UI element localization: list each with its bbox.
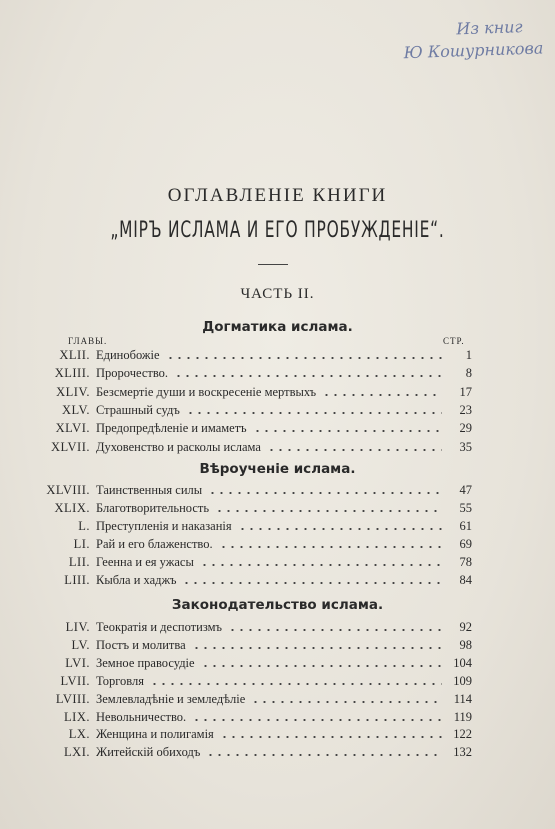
- chapter-title: Теократія и деспотизмъ: [96, 620, 222, 634]
- leader-dots: [150, 683, 442, 685]
- toc-entry: [0, 555, 555, 573]
- pages-column-label: СТР.: [443, 336, 465, 346]
- page-number: 1: [465, 348, 472, 362]
- title-divider: [258, 264, 288, 265]
- chapter-number: LI.: [73, 537, 90, 551]
- page-number: 35: [459, 439, 472, 454]
- toc-entry: [0, 483, 555, 501]
- toc-entry: [0, 638, 555, 656]
- leader-dots: [251, 701, 442, 703]
- chapter-title: Землевладѣніе и земледѣліе: [96, 691, 246, 706]
- chapter-number: XLIX.: [54, 501, 90, 515]
- page-number: 8: [465, 366, 472, 381]
- leader-dots: [166, 357, 442, 359]
- toc-entry: [0, 573, 555, 591]
- chapter-title: Женщина и полигамія: [96, 727, 214, 742]
- chapter-number: LX.: [68, 727, 90, 742]
- chapter-title: Торговля: [96, 673, 144, 688]
- leader-dots: [253, 430, 442, 432]
- book-title: „МІРЪ ИСЛАМА И ЕГО ПРОБУЖДЕНІЕ“.: [110, 218, 445, 243]
- leader-dots: [201, 665, 442, 667]
- leader-dots: [228, 629, 442, 631]
- leader-dots: [267, 449, 442, 451]
- page-number: 98: [459, 637, 472, 652]
- leader-dots: [200, 564, 442, 566]
- section-heading-doctrine: Вѣроученіе ислама.: [199, 461, 356, 477]
- page-number: 122: [453, 727, 472, 742]
- chapter-number: LVII.: [60, 673, 90, 688]
- chapter-title: Постъ и молитва: [96, 637, 186, 652]
- page-number: 92: [459, 620, 472, 634]
- leader-dots: [219, 546, 442, 548]
- section-heading-legislation: Законодательство ислама.: [171, 597, 384, 613]
- chapter-title: Предопредѣленіе и имаметъ: [96, 421, 247, 436]
- leader-dots: [192, 719, 442, 721]
- chapter-title: Рай и его блаженство.: [96, 537, 213, 551]
- page-number: 23: [459, 402, 472, 417]
- chapter-title: Безсмертіе души и воскресеніе мертвыхъ: [96, 384, 317, 399]
- part-heading: ЧАСТЬ II.: [240, 286, 315, 302]
- toc-entry: [0, 348, 555, 366]
- ownership-stamp: [392, 15, 543, 64]
- toc-entry: [0, 421, 555, 439]
- section-heading-dogmatics: Догматика ислама.: [202, 319, 353, 335]
- leader-dots: [238, 528, 442, 530]
- chapter-number: LIII.: [64, 573, 90, 587]
- leader-dots: [174, 375, 442, 377]
- page-number: 84: [459, 573, 472, 587]
- toc-entry: [0, 537, 555, 555]
- toc-entry: [0, 692, 555, 710]
- chapter-number: XLIV.: [56, 384, 90, 399]
- leader-dots: [182, 582, 442, 584]
- chapter-title: Геенна и ея ужасы: [96, 555, 194, 569]
- contents-title: ОГЛАВЛЕНІЕ КНИГИ: [167, 185, 388, 206]
- page-number: 55: [459, 501, 472, 515]
- toc-entry: [0, 501, 555, 519]
- chapter-number: LVIII.: [55, 691, 90, 706]
- chapter-title: Земное правосудіе: [96, 655, 195, 670]
- page-number: 17: [459, 384, 472, 399]
- page-number: 104: [453, 655, 472, 670]
- chapter-number: LVI.: [65, 655, 90, 670]
- chapter-title: Таинственныя силы: [96, 483, 203, 497]
- toc-entry: [0, 727, 555, 745]
- chapter-number: LIV.: [65, 620, 90, 634]
- leader-dots: [220, 736, 442, 738]
- leader-dots: [192, 647, 442, 649]
- leader-dots: [186, 412, 442, 414]
- leader-dots: [215, 510, 442, 512]
- stamp-line-1: Из книг: [456, 17, 523, 39]
- stamp-line-2: Ю Кошурникова: [403, 38, 544, 63]
- toc-entry: [0, 656, 555, 674]
- chapter-title: Пророчество.: [96, 366, 169, 381]
- toc-entry: [0, 710, 555, 728]
- page-number: 132: [453, 745, 472, 760]
- chapters-column-label: ГЛАВЫ.: [68, 336, 108, 346]
- page-number: 29: [459, 421, 472, 436]
- chapter-number: XLIII.: [54, 366, 90, 381]
- chapter-number: XLVIII.: [46, 483, 90, 497]
- chapter-title: Кыбла и хаджъ: [96, 573, 177, 587]
- chapter-title: Благотворительность: [96, 501, 210, 515]
- chapter-number: XLVI.: [55, 421, 90, 436]
- chapter-title: Духовенство и расколы ислама: [96, 439, 261, 454]
- chapter-title: Единобожіе: [96, 348, 160, 362]
- chapter-number: LIX.: [64, 709, 90, 724]
- chapter-number: XLVII.: [51, 439, 90, 454]
- page-number: 114: [453, 691, 472, 706]
- leader-dots: [208, 492, 442, 494]
- page-number: 47: [459, 483, 472, 497]
- page-number: 119: [453, 709, 472, 724]
- chapter-number: L.: [78, 519, 90, 533]
- page-number: 78: [459, 555, 472, 569]
- page-number: 61: [459, 519, 472, 533]
- toc-entry: [0, 403, 555, 421]
- page-number: 109: [453, 673, 472, 688]
- toc-entry: [0, 366, 555, 384]
- toc-entry: [0, 385, 555, 403]
- chapter-title: Житейскій обиходъ: [96, 745, 201, 760]
- chapter-number: LII.: [68, 555, 90, 569]
- chapter-number: LXI.: [64, 745, 90, 760]
- page-number: 69: [459, 537, 472, 551]
- leader-dots: [206, 754, 442, 756]
- chapter-title: Страшный судъ: [96, 402, 180, 417]
- chapter-number: XLII.: [59, 348, 90, 362]
- toc-entry: [0, 519, 555, 537]
- chapter-number: LV.: [71, 637, 90, 652]
- toc-entry: [0, 745, 555, 763]
- chapter-title: Невольничество.: [96, 709, 187, 724]
- toc-entry: [0, 620, 555, 638]
- leader-dots: [322, 394, 442, 396]
- chapter-title: Преступленія и наказанія: [96, 519, 232, 533]
- chapter-number: XLV.: [61, 402, 90, 417]
- toc-entry: [0, 440, 555, 458]
- toc-entry: [0, 674, 555, 692]
